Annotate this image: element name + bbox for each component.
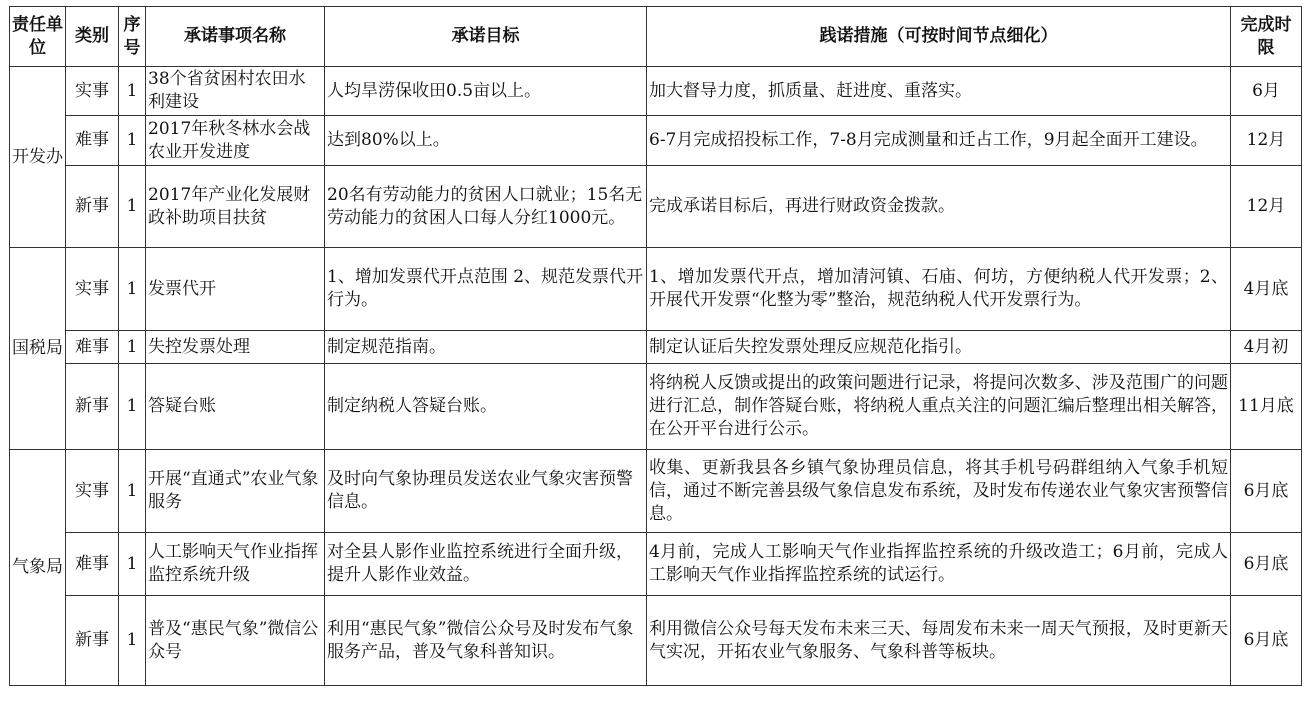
category-cell: 难事	[66, 331, 119, 364]
table-row	[10, 116, 1302, 166]
goal-cell: 20名有劳动能力的贫困人口就业；15名无劳动能力的贫困人口每人分红1000元。	[325, 166, 647, 248]
category-cell: 实事	[66, 450, 119, 533]
measure-cell: 完成承诺目标后，再进行财政资金拨款。	[647, 166, 1231, 248]
deadline-cell: 4月初	[1231, 331, 1302, 364]
item-name-cell: 答疑台账	[146, 364, 325, 450]
deadline-cell: 4月底	[1231, 248, 1302, 331]
seq-cell: 1	[119, 364, 146, 450]
seq-cell: 1	[119, 67, 146, 116]
deadline-cell: 6月底	[1231, 450, 1302, 533]
table-row	[10, 533, 1302, 596]
deadline-cell: 6月底	[1231, 533, 1302, 596]
unit-cell: 国税局	[10, 248, 66, 450]
goal-cell: 制定纳税人答疑台账。	[325, 364, 647, 450]
table-row	[10, 166, 1302, 248]
measure-cell: 6-7月完成招投标工作，7-8月完成测量和迁占工作，9月起全面开工建设。	[647, 116, 1231, 166]
table-row	[10, 596, 1302, 686]
category-cell: 难事	[66, 533, 119, 596]
category-cell: 新事	[66, 364, 119, 450]
item-name-cell: 发票代开	[146, 248, 325, 331]
goal-cell: 制定规范指南。	[325, 331, 647, 364]
item-name-cell: 38个省贫困村农田水利建设	[146, 67, 325, 116]
commitment-table	[9, 6, 1302, 686]
item-name-cell: 2017年秋冬林水会战农业开发进度	[146, 116, 325, 166]
item-name-cell: 失控发票处理	[146, 331, 325, 364]
deadline-cell: 12月	[1231, 166, 1302, 248]
table-row	[10, 67, 1302, 116]
seq-cell: 1	[119, 533, 146, 596]
item-name-cell: 普及“惠民气象”微信公众号	[146, 596, 325, 686]
deadline-cell: 6月底	[1231, 596, 1302, 686]
goal-cell: 及时向气象协理员发送农业气象灾害预警信息。	[325, 450, 647, 533]
header-goal: 承诺目标	[325, 7, 647, 67]
seq-cell: 1	[119, 450, 146, 533]
table-row	[10, 248, 1302, 331]
goal-cell: 1、增加发票代开点范围 2、规范发票代开行为。	[325, 248, 647, 331]
category-cell: 新事	[66, 166, 119, 248]
header-measure: 践诺措施（可按时间节点细化）	[647, 7, 1231, 67]
goal-cell: 达到80%以上。	[325, 116, 647, 166]
measure-cell: 收集、更新我县各乡镇气象协理员信息，将其手机号码群组纳入气象手机短信，通过不断完善县级气象信息发布系统，及时发布传递农业气象灾害预警信息。	[647, 450, 1231, 533]
goal-cell: 对全县人影作业监控系统进行全面升级，提升人影作业效益。	[325, 533, 647, 596]
deadline-cell: 6月	[1231, 67, 1302, 116]
unit-cell: 气象局	[10, 450, 66, 686]
measure-cell: 制定认证后失控发票处理反应规范化指引。	[647, 331, 1231, 364]
item-name-cell: 人工影响天气作业指挥监控系统升级	[146, 533, 325, 596]
measure-cell: 4月前，完成人工影响天气作业指挥监控系统的升级改造工；6月前，完成人工影响天气作业指挥监控系统的试运行。	[647, 533, 1231, 596]
category-cell: 实事	[66, 248, 119, 331]
header-unit: 责任单位	[10, 7, 66, 67]
goal-cell: 人均旱涝保收田0.5亩以上。	[325, 67, 647, 116]
table-row	[10, 450, 1302, 533]
seq-cell: 1	[119, 166, 146, 248]
category-cell: 难事	[66, 116, 119, 166]
header-name: 承诺事项名称	[146, 7, 325, 67]
item-name-cell: 2017年产业化发展财政补助项目扶贫	[146, 166, 325, 248]
item-name-cell: 开展“直通式”农业气象服务	[146, 450, 325, 533]
measure-cell: 将纳税人反馈或提出的政策问题进行记录，将提问次数多、涉及范围广的问题进行汇总，制作答疑台账，将纳税人重点关注的问题汇编后整理出相关解答，在公开平台进行公示。	[647, 364, 1231, 450]
seq-cell: 1	[119, 596, 146, 686]
seq-cell: 1	[119, 248, 146, 331]
unit-cell: 开发办	[10, 67, 66, 248]
header-row	[10, 7, 1302, 67]
header-category: 类别	[66, 7, 119, 67]
seq-cell: 1	[119, 116, 146, 166]
seq-cell: 1	[119, 331, 146, 364]
goal-cell: 利用“惠民气象”微信公众号及时发布气象服务产品，普及气象科普知识。	[325, 596, 647, 686]
deadline-cell: 12月	[1231, 116, 1302, 166]
table-row	[10, 364, 1302, 450]
table-row	[10, 331, 1302, 364]
measure-cell: 1、增加发票代开点，增加清河镇、石庙、何坊，方便纳税人代开发票；2、开展代开发票“化整为零”整治，规范纳税人代开发票行为。	[647, 248, 1231, 331]
category-cell: 实事	[66, 67, 119, 116]
header-deadline: 完成时限	[1231, 7, 1302, 67]
measure-cell: 利用微信公众号每天发布未来三天、每周发布未来一周天气预报，及时更新天气实况，开拓农业气象服务、气象科普等板块。	[647, 596, 1231, 686]
category-cell: 新事	[66, 596, 119, 686]
header-seq: 序号	[119, 7, 146, 67]
deadline-cell: 11月底	[1231, 364, 1302, 450]
measure-cell: 加大督导力度，抓质量、赶进度、重落实。	[647, 67, 1231, 116]
